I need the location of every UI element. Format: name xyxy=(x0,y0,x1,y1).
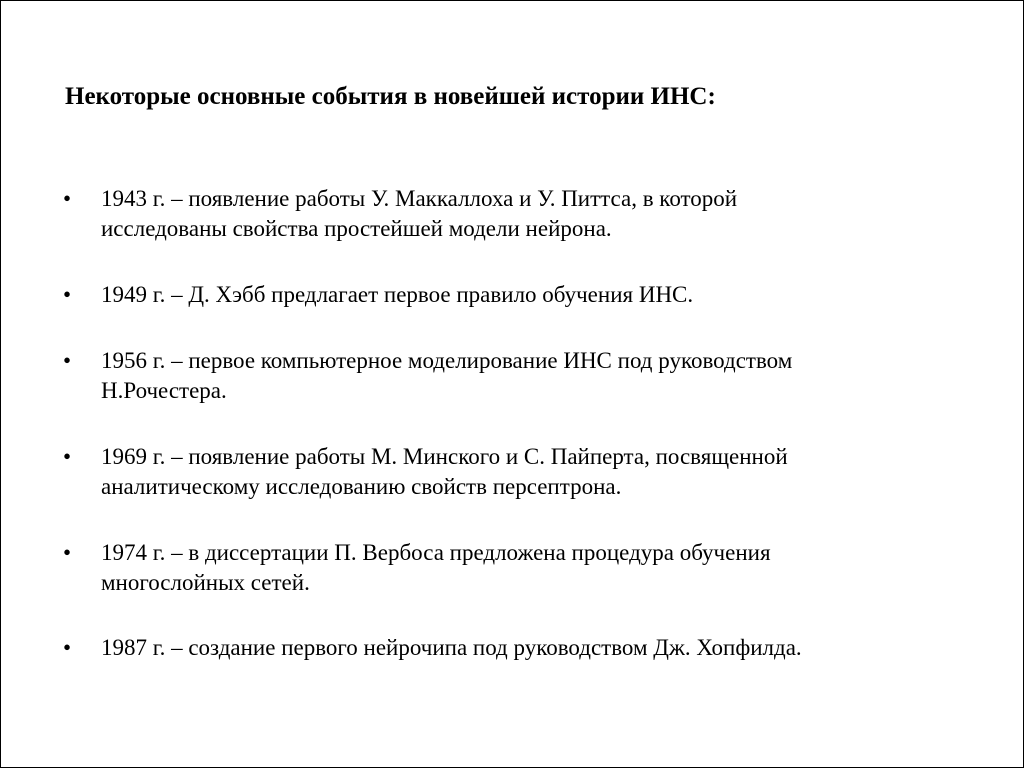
list-item-text xyxy=(101,538,921,598)
bullet-icon: • xyxy=(63,186,72,211)
slide-title: Некоторые основные события в новейшей истории ИНС: xyxy=(65,83,716,110)
bullet-icon: • xyxy=(63,635,72,660)
bullet-icon: • xyxy=(63,444,72,469)
list-item-line: 1969 г. – появление работы М. Минского и С. Пайперта, посвященной xyxy=(101,444,788,469)
list-item-text xyxy=(101,346,921,406)
list-item-line: исследованы свойства простейшей модели нейрона. xyxy=(101,216,612,241)
list-item-line: 1943 г. – появление работы У. Маккаллоха и У. Питтса, в которой xyxy=(101,186,738,211)
list-item-line: Н.Рочестера. xyxy=(101,378,227,403)
list-item-line: 1949 г. – Д. Хэбб предлагает первое правило обучения ИНС. xyxy=(101,282,694,307)
list-item-text xyxy=(101,442,921,502)
list-item-text xyxy=(101,633,921,663)
list-item-line: 1974 г. – в диссертации П. Вербоса предложена процедура обучения xyxy=(101,540,771,565)
list-item-line: многослойных сетей. xyxy=(101,570,310,595)
list-item-line: аналитическому исследованию свойств персептрона. xyxy=(101,474,622,499)
bullet-icon: • xyxy=(63,540,72,565)
bullet-icon: • xyxy=(63,348,72,373)
list-item-text xyxy=(101,184,921,244)
bullet-icon: • xyxy=(63,282,72,307)
list-item-line: 1956 г. – первое компьютерное моделирование ИНС под руководством xyxy=(101,348,793,373)
list-item-line: 1987 г. – создание первого нейрочипа под руководством Дж. Хопфилда. xyxy=(101,635,802,660)
list-item-text xyxy=(101,280,921,310)
